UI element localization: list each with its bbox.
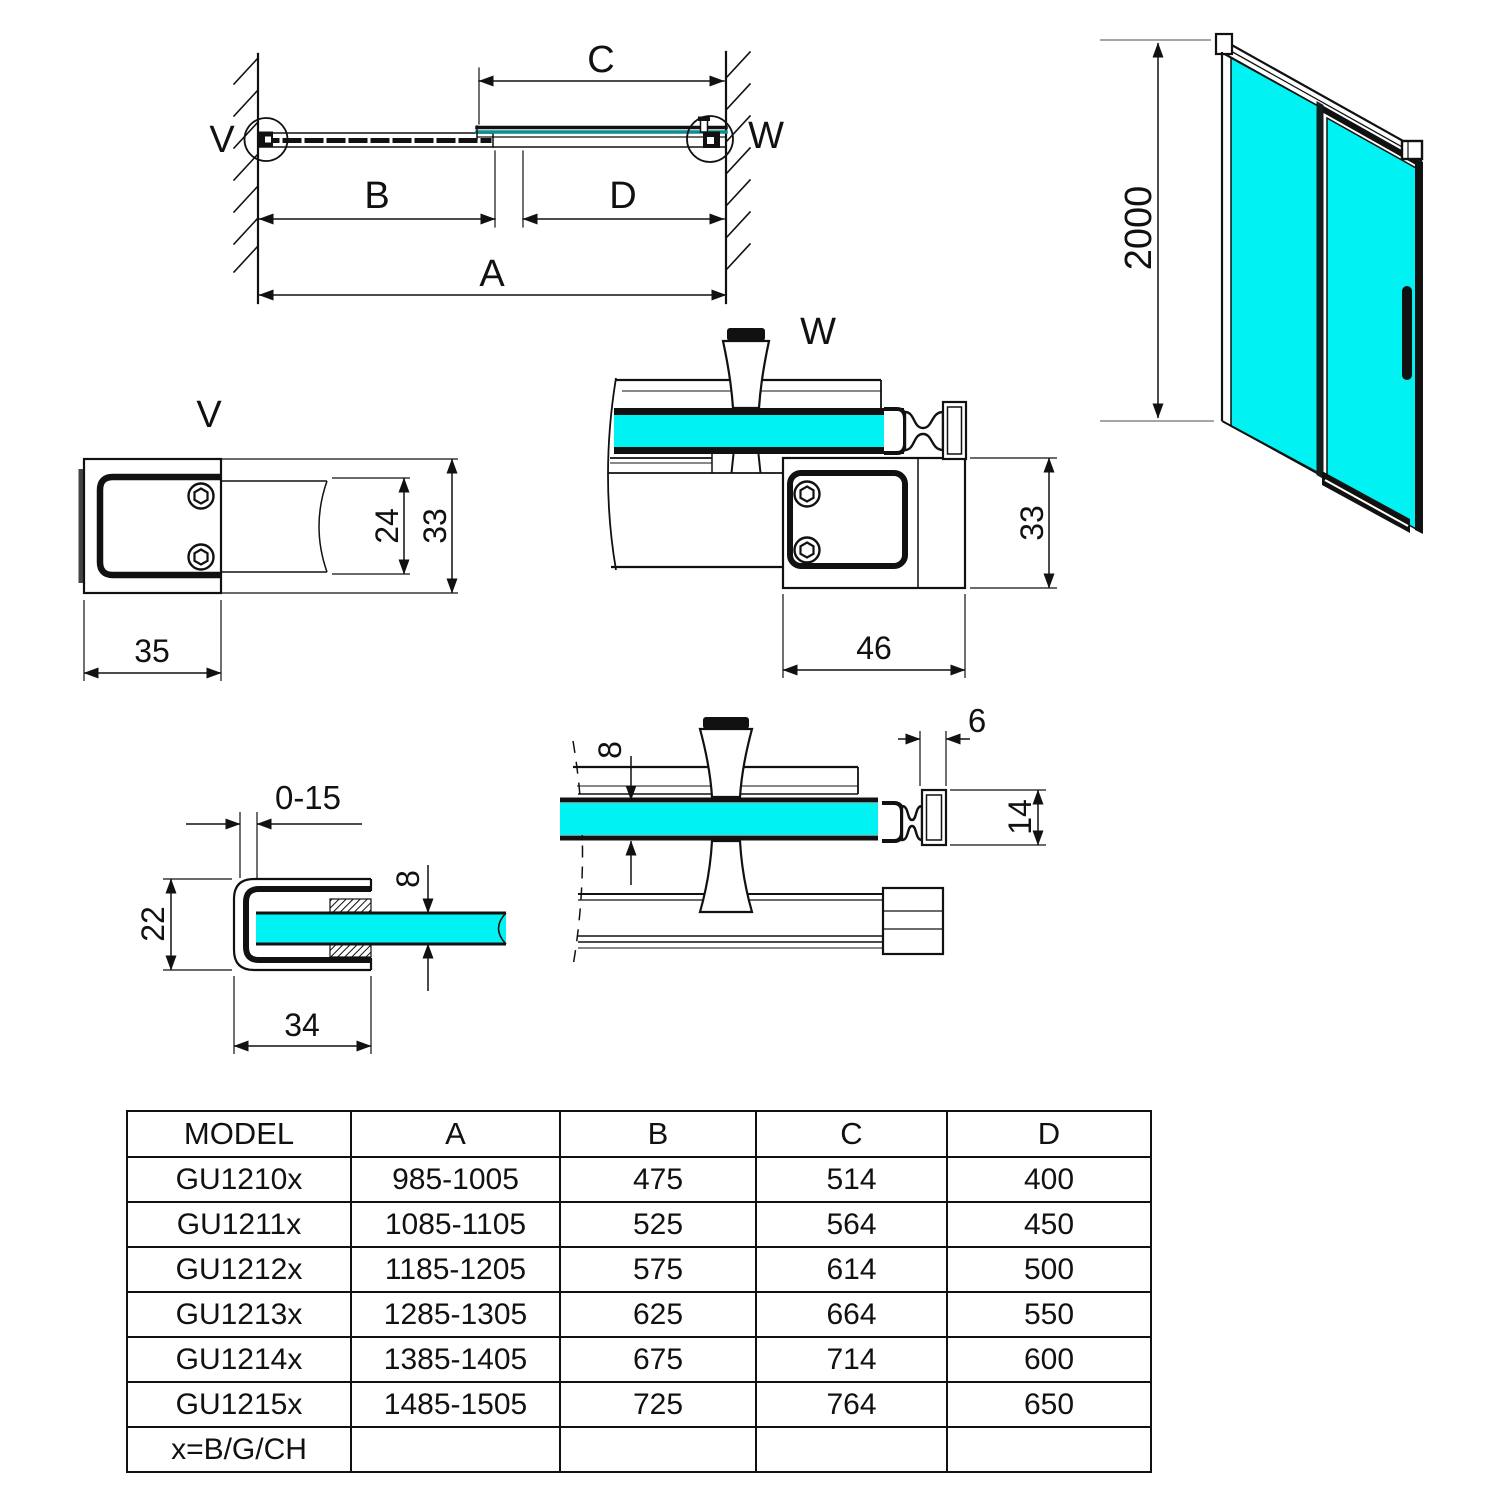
dim-c-label: C [587,39,615,81]
d-cell: 500 [947,1247,1151,1292]
dim-22-label: 22 [135,906,171,942]
a-cell: 1185-1205 [351,1247,560,1292]
clamped-panel [221,481,327,572]
dim-34-label: 34 [284,1007,320,1043]
plan-ref-w-label: W [748,115,784,157]
dim-14-label: 14 [1002,799,1038,835]
gasket-top [330,899,371,912]
hex-screw [189,545,214,570]
d-cell: 450 [947,1202,1151,1247]
front-view [1100,34,1423,534]
wall-bracket-v-plan [245,118,288,161]
dim-d-label: D [609,175,637,217]
c-cell: 764 [756,1382,947,1427]
break-line [573,741,583,966]
dim-24-label: 24 [369,508,405,544]
dim-adjustment [186,812,362,878]
empty-cell [947,1427,1151,1472]
dim-33-label: 33 [1014,505,1050,541]
table-row [127,1337,1151,1382]
table-row [127,1247,1151,1292]
dim-33-label: 33 [417,508,453,544]
hex-screw [795,538,820,563]
hex-screw [795,482,820,507]
header-model: MODEL [127,1111,351,1157]
header-c: C [756,1111,947,1157]
glass-section [560,803,878,835]
detail-w-title: W [800,311,836,353]
right-edge-bar [1415,158,1423,534]
detail-wall-profile [135,779,506,1054]
d-cell: 650 [947,1382,1151,1427]
model-cell: GU1214x [127,1337,351,1382]
right-wall [726,52,750,303]
footer-note-cell: x=B/G/CH [127,1427,351,1472]
model-cell: GU1215x [127,1382,351,1427]
break-line [608,378,616,570]
c-cell: 514 [756,1157,947,1202]
b-cell: 475 [560,1157,756,1202]
plan-view [209,39,784,303]
c-cell: 664 [756,1292,947,1337]
empty-cell [756,1427,947,1472]
d-cell: 550 [947,1292,1151,1337]
table-row [127,1382,1151,1427]
left-wall-hatching [234,58,258,272]
dim-b-label: B [364,175,390,217]
detail-v [79,394,459,681]
detail-w [608,311,1057,678]
dim-35-label: 35 [134,633,170,669]
model-cell: GU1210x [127,1157,351,1202]
dim-a-label: A [479,253,505,295]
hex-screw [189,484,214,509]
seal-profile [902,806,922,840]
model-cell: GU1212x [127,1247,351,1292]
dim-0-15-label: 0-15 [274,779,342,816]
wall-strip [943,402,966,459]
b-cell: 725 [560,1382,756,1427]
table-header-row [127,1111,1151,1157]
table-row [127,1292,1151,1337]
a-cell: 1285-1305 [351,1292,560,1337]
empty-cell [351,1427,560,1472]
dim-8-label: 8 [592,741,628,759]
dim-8-label: 8 [390,870,426,888]
c-cell: 714 [756,1337,947,1382]
d-cell: 600 [947,1337,1151,1382]
glass-end-cap [882,803,902,841]
dim-height-label: 2000 [1118,185,1160,271]
glass-end-cap [884,409,905,453]
glass-bottom-band [614,447,904,454]
fixed-glass-panel [1231,58,1318,474]
table-row [127,1157,1151,1202]
fixed-panel-plan [259,133,726,147]
door-handle [1402,286,1412,380]
table-row [127,1202,1151,1247]
d-cell: 400 [947,1157,1151,1202]
lower-guide [578,888,943,954]
b-cell: 625 [560,1292,756,1337]
header-b: B [560,1111,756,1157]
c-cell: 564 [756,1202,947,1247]
dim-46-label: 46 [856,630,892,666]
table-footer-row [127,1427,1151,1472]
door-drawing [1216,34,1423,534]
header-a: A [351,1111,560,1157]
a-cell: 1085-1105 [351,1202,560,1247]
dim-6-label: 6 [967,702,987,739]
detail-v-title: V [196,394,222,436]
plan-ref-v-label: V [209,119,235,161]
empty-cell [560,1427,756,1472]
detail-top-rail [560,702,1046,966]
top-right-corner-cap [1402,141,1422,159]
a-cell: 1485-1505 [351,1382,560,1427]
panel-divider-bar [1317,101,1324,479]
spec-table [126,1110,1152,1473]
panel-break-line [319,481,327,572]
glass-section [256,914,506,943]
b-cell: 675 [560,1337,756,1382]
b-cell: 525 [560,1202,756,1247]
c-cell: 614 [756,1247,947,1292]
a-cell: 1385-1405 [351,1337,560,1382]
b-cell: 575 [560,1247,756,1292]
right-wall-hatching [726,52,750,270]
gasket-bottom [330,944,371,957]
top-left-cap [1216,34,1232,54]
left-wall [234,54,258,303]
glass-section [614,415,904,447]
model-cell: GU1211x [127,1202,351,1247]
seal-profile [905,412,943,450]
header-d: D [947,1111,1151,1157]
a-cell: 985-1005 [351,1157,560,1202]
model-cell: GU1213x [127,1292,351,1337]
guide-block [883,888,943,954]
wall-strip [922,790,946,845]
